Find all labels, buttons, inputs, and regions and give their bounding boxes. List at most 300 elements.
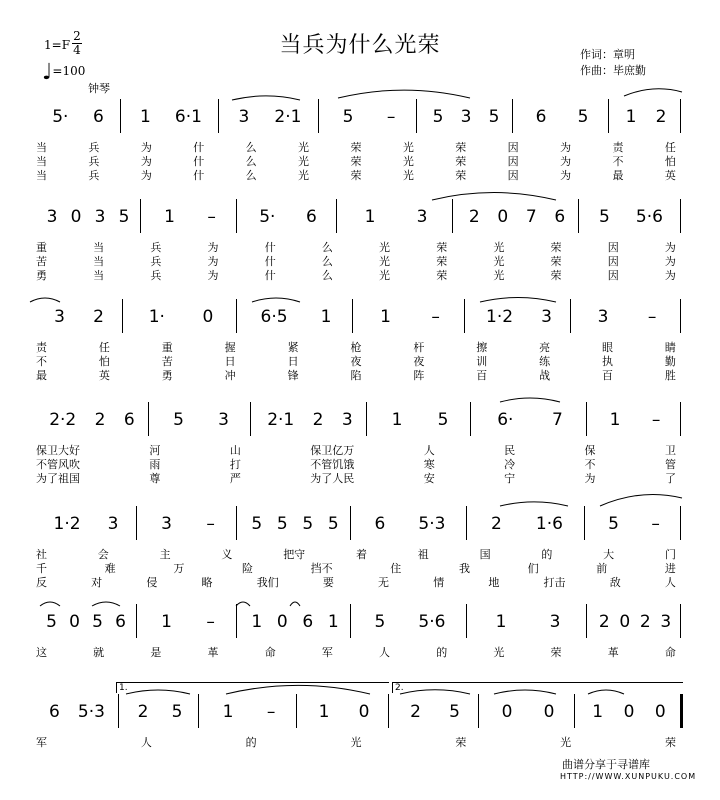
lyric-word: 当 [36, 141, 47, 154]
lyric-word: 荣 [664, 736, 676, 749]
note: 1 [592, 702, 604, 722]
lyric-word: 兵 [88, 169, 100, 182]
lyric-word: 什 [193, 169, 205, 182]
lyric-word: 日 [224, 355, 236, 368]
slur [226, 685, 370, 694]
lyric-word: 光 [493, 255, 505, 268]
lyric-word: 勤 [664, 355, 676, 368]
note: 3 [218, 410, 229, 430]
lyric-word: 练 [539, 355, 551, 368]
slur [400, 690, 470, 694]
lyric-word: 杆 [413, 341, 425, 354]
note: 2 [655, 107, 667, 127]
lyric-word: 为 [140, 169, 152, 182]
lyric-word: 安 [423, 472, 435, 485]
note: 5 [488, 107, 500, 127]
lyric-word: 责 [612, 141, 624, 154]
lyric-word: 为 [560, 141, 572, 154]
lyric-word: 不 [612, 155, 624, 168]
lyric-word: 革 [207, 646, 219, 659]
note: 3 [416, 207, 428, 227]
lyric-word: 险 [241, 562, 253, 575]
lyric-word: 为了祖国 [36, 472, 80, 485]
lyric-word: 当 [93, 255, 105, 268]
slur [600, 495, 682, 506]
lyric-word: 百 [602, 369, 614, 382]
note: 5 [432, 107, 444, 127]
lyric-word: 尊 [149, 472, 161, 485]
lyric-word: 眼 [602, 341, 614, 354]
lyric-word: 亮 [539, 341, 551, 354]
note: 6· [497, 410, 514, 430]
lyric-word: 为 [664, 255, 676, 268]
lyric-word: 为 [664, 269, 676, 282]
lyric-word: 么 [321, 269, 333, 282]
note: 5· [259, 207, 276, 227]
lyric-word: 的 [436, 646, 448, 659]
note: 0 [501, 702, 513, 722]
note: 2 [468, 207, 480, 227]
note: 6 [535, 107, 547, 127]
lyric-word: 重 [36, 241, 47, 254]
lyric-word: 睛 [664, 341, 676, 354]
note: – [266, 702, 276, 722]
lyric-word: 么 [245, 141, 257, 154]
note: 6 [123, 410, 135, 430]
lyric-word: 进 [664, 562, 676, 575]
lyric-word: 军 [321, 646, 333, 659]
lyric-word: 这 [36, 646, 47, 659]
note: 0 [70, 207, 82, 227]
note: 5 [173, 410, 184, 430]
note: 3 [107, 514, 119, 534]
lyric-word: 荣 [350, 169, 362, 182]
note: 5 [46, 612, 57, 632]
lyric-word: 民 [504, 444, 516, 457]
lyric-word: 着 [355, 548, 367, 561]
lyric-word: 怕 [664, 155, 676, 168]
lyric-word: 最 [36, 369, 47, 382]
lyric-word: 前 [596, 562, 608, 575]
note: 1 [380, 307, 391, 327]
note: – [206, 514, 215, 534]
lyric-word: 责 [36, 341, 47, 354]
note: 0 [69, 612, 80, 632]
lyric-word: 夜 [413, 355, 425, 368]
lyric-word: 我 [458, 562, 470, 575]
note: – [206, 612, 215, 632]
lyric-word: 人 [664, 576, 676, 589]
lyric-word: 人 [423, 444, 435, 457]
lyric-word: 会 [97, 548, 109, 561]
lyric-word: 勇 [36, 269, 47, 282]
key-signature: 1=F [44, 38, 71, 52]
song-title: 当兵为什么光荣 [279, 33, 441, 58]
lyric-word: 擦 [476, 341, 488, 354]
lyric-word: 任 [98, 341, 110, 354]
slur [232, 96, 300, 100]
lyric-word: 我们 [256, 576, 279, 589]
lyric-word: 握 [224, 341, 236, 354]
note: 2 [93, 307, 104, 327]
lyric-word: 什 [193, 141, 205, 154]
lyric-word: 当 [93, 241, 105, 254]
note: 1 [320, 307, 332, 327]
lyric-word: 么 [245, 155, 257, 168]
lyric-word: 雨 [149, 458, 161, 471]
note: 1 [164, 207, 175, 227]
note: 1 [251, 612, 263, 632]
lyric-word: 荣 [550, 241, 562, 254]
note: 3 [46, 207, 58, 227]
lyric-word: 因 [607, 241, 619, 254]
lyric-word: 万 [173, 562, 185, 575]
lyric-word: 对 [91, 576, 103, 589]
lyric-word: 英 [98, 369, 110, 382]
lyric-word: 光 [298, 169, 310, 182]
slur [500, 502, 568, 506]
note: 1·2 [53, 514, 81, 534]
lyric-word: 光 [493, 269, 505, 282]
note: 6 [374, 514, 386, 534]
lyric-word: 光 [379, 269, 391, 282]
lyric-word: 了 [664, 472, 676, 485]
lyric-word: 荣 [455, 736, 467, 749]
lyric-word: 什 [264, 255, 276, 268]
lyric-word: 为 [207, 241, 219, 254]
lyric-word: 主 [159, 548, 171, 561]
slur [40, 602, 60, 606]
lyric-word: 大 [603, 548, 615, 561]
lyric-word: 打击 [543, 576, 566, 589]
lyric-word: 苦 [161, 355, 173, 368]
note: 7 [525, 207, 537, 227]
lyric-word: 住 [390, 562, 402, 575]
lyric-word: 训 [476, 355, 488, 368]
lyric-word: 为 [140, 141, 152, 154]
lyric-word: 严 [229, 472, 241, 485]
note: 6 [49, 702, 60, 722]
note: 2·1 [274, 107, 302, 127]
lyric-word: 兵 [150, 269, 162, 282]
slur [588, 690, 624, 694]
lyric-word: 因 [507, 155, 519, 168]
note: 5·6 [635, 207, 663, 227]
note: 1 [161, 612, 172, 632]
lyric-word: 人 [140, 736, 152, 749]
lyric-word: 敌 [609, 576, 621, 589]
lyric-word: 什 [264, 241, 276, 254]
lyric-word: 的 [245, 736, 257, 749]
lyric-word: 夜 [350, 355, 362, 368]
note: 2 [312, 410, 324, 430]
note: 1 [140, 107, 151, 127]
note: 5 [449, 702, 460, 722]
volta-bracket: 1. [116, 682, 389, 693]
note: 1 [391, 410, 403, 430]
lyric-word: 不管风吹 [36, 458, 80, 471]
note: 3 [460, 107, 472, 127]
lyric-word: 冷 [504, 458, 516, 471]
lyric-word: 光 [402, 141, 414, 154]
lyric-word: 锋 [287, 369, 299, 382]
lyric-word: 兵 [150, 241, 162, 254]
note: 5 [171, 702, 183, 722]
lyric-word: 就 [93, 646, 105, 659]
note: 5 [437, 410, 449, 430]
lyric-word: 祖 [417, 548, 429, 561]
lyric-word: 当 [93, 269, 105, 282]
note: 5·3 [77, 702, 105, 722]
lyric-word: 英 [664, 169, 676, 182]
lyric-word: 荣 [436, 255, 448, 268]
lyric-word: 把守 [283, 548, 306, 561]
lyric-word: 为 [584, 472, 596, 485]
lyric-word: 荣 [350, 155, 362, 168]
lyric-word: 荣 [455, 155, 467, 168]
lyric-word: 是 [150, 646, 162, 659]
lyric-word: 光 [493, 646, 505, 659]
note: 2 [598, 612, 610, 632]
lyric-word: 因 [507, 169, 519, 182]
note: 1 [609, 410, 621, 430]
slur [500, 398, 560, 402]
lyric-word: 要 [322, 576, 334, 589]
slur [92, 602, 120, 606]
note: 5· [52, 107, 69, 127]
note: 3 [549, 612, 561, 632]
watermark-text: 曲谱分享于寻谱库 [562, 758, 650, 771]
note: 5 [118, 207, 130, 227]
note: 2 [94, 410, 106, 430]
slur [480, 297, 556, 302]
lyric-word: 山 [229, 444, 241, 457]
note: 1·6 [535, 514, 563, 534]
lyric-word: 当 [36, 169, 47, 182]
quarter-note-icon: ♩ [42, 60, 53, 85]
note: 5 [92, 612, 103, 632]
note: 3 [541, 307, 552, 327]
note: 5 [577, 107, 589, 127]
note: – [647, 307, 657, 327]
note: 7 [551, 410, 563, 430]
tempo-value: =100 [52, 64, 86, 78]
note: 6 [554, 207, 566, 227]
lyric-word: 荣 [550, 646, 562, 659]
note: 1 [327, 612, 339, 632]
note: 5 [251, 514, 263, 534]
lyric-word: 为 [560, 155, 572, 168]
note: 3 [660, 612, 672, 632]
note: 3 [94, 207, 106, 227]
lyric-word: 最 [612, 169, 624, 182]
lyric-word: 冲 [224, 369, 236, 382]
lyric-word: 百 [476, 369, 488, 382]
note: 0 [654, 702, 666, 722]
lyric-word: 千 [36, 562, 47, 575]
instrument-label: 钟琴 [88, 82, 110, 95]
lyric-word: 为了人民 [310, 472, 355, 485]
lyric-word: 光 [493, 241, 505, 254]
note: 5 [327, 514, 339, 534]
note: 2·2 [49, 410, 77, 430]
note: 3 [341, 410, 353, 430]
lyric-word: 国 [479, 548, 491, 561]
note: 5·6 [418, 612, 446, 632]
lyric-word: 为 [140, 155, 152, 168]
lyric-word: 因 [507, 141, 519, 154]
note: 6 [115, 612, 126, 632]
lyric-word: 荣 [436, 269, 448, 282]
lyric-word: 日 [287, 355, 299, 368]
note: 2 [410, 702, 421, 722]
lyric-word: 荣 [550, 255, 562, 268]
note: 0 [543, 702, 555, 722]
lyric-word: 陷 [350, 369, 362, 382]
lyric-word: 因 [607, 255, 619, 268]
lyric-word: 荣 [436, 241, 448, 254]
lyric-word: 打 [229, 458, 241, 471]
note: 3 [161, 514, 172, 534]
lyric-word: 不 [36, 355, 47, 368]
lyric-word: 挡不 [310, 562, 333, 575]
lyric-word: 军 [36, 736, 47, 749]
lyric-word: 为 [560, 169, 572, 182]
slur [126, 690, 190, 694]
volta-bracket: 2. [392, 682, 683, 693]
lyric-word: 光 [379, 255, 391, 268]
lyric-word: 荣 [350, 141, 362, 154]
note: – [651, 514, 660, 534]
lyric-word: 社 [36, 548, 47, 561]
note: 0 [276, 612, 288, 632]
lyric-word: 战 [539, 369, 551, 382]
lyric-word: 当 [36, 155, 47, 168]
note: 2 [639, 612, 651, 632]
lyric-word: 为 [207, 255, 219, 268]
note: 5 [608, 514, 619, 534]
lyric-word: 荣 [455, 169, 467, 182]
note: 1 [495, 612, 507, 632]
lyric-word: 苦 [36, 255, 47, 268]
lyric-word: 什 [264, 269, 276, 282]
lyric-word: 命 [664, 646, 676, 659]
note: 6 [92, 107, 104, 127]
lyric-word: 门 [664, 548, 676, 561]
slur [624, 89, 682, 96]
lyric-word: 光 [298, 141, 310, 154]
lyric-word: 为 [207, 269, 219, 282]
lyric-word: 光 [379, 241, 391, 254]
lyric-word: 么 [245, 169, 257, 182]
slur [236, 602, 250, 606]
lyric-word: 为 [664, 241, 676, 254]
lyric-word: 保卫亿万 [310, 444, 355, 457]
lyric-word: 光 [560, 736, 572, 749]
note: 1· [148, 307, 165, 327]
lyric-word: 荣 [455, 141, 467, 154]
note: 0 [497, 207, 509, 227]
note: 3 [597, 307, 609, 327]
note: 6·5 [260, 307, 288, 327]
lyric-word: 宁 [504, 472, 516, 485]
note: 0 [202, 307, 214, 327]
note: 1 [364, 207, 376, 227]
lyric-word: 兵 [88, 141, 100, 154]
lyric-word: 的 [541, 548, 553, 561]
note: 6·1 [174, 107, 202, 127]
lyric-word: 么 [321, 241, 333, 254]
lyric-word: 反 [36, 576, 47, 589]
lyric-word: 兵 [150, 255, 162, 268]
lyric-word: 革 [607, 646, 619, 659]
note: – [651, 410, 661, 430]
note: 3 [54, 307, 65, 327]
slur [30, 298, 60, 302]
watermark-url: HTTP://WWW.XUNPUKU.COM [560, 772, 697, 781]
note: 5 [342, 107, 354, 127]
note: 5·3 [418, 514, 446, 534]
note: 5 [374, 612, 386, 632]
lyric-word: 命 [264, 646, 276, 659]
lyric-word: 什 [193, 155, 205, 168]
lyric-word: 光 [298, 155, 310, 168]
slur [494, 690, 556, 694]
lyric-word: 阵 [413, 369, 425, 382]
note: 3 [238, 107, 250, 127]
lyric-word: 保 [584, 444, 596, 457]
note: 0 [358, 702, 370, 722]
lyric-word: 难 [104, 562, 116, 575]
note: 0 [619, 612, 631, 632]
lyricist-credit: 作词：章明 [580, 48, 635, 61]
note: 2 [491, 514, 502, 534]
note: 1 [625, 107, 637, 127]
lyric-word: 兵 [88, 155, 100, 168]
lyric-word: 怕 [98, 355, 110, 368]
lyric-word: 勇 [161, 369, 173, 382]
lyric-word: 保卫大好 [36, 444, 80, 457]
lyric-word: 么 [321, 255, 333, 268]
lyric-word: 胜 [664, 369, 676, 382]
note: 1 [318, 702, 330, 722]
composer-credit: 作曲：毕庶勤 [580, 64, 646, 77]
note: – [207, 207, 216, 227]
lyric-word: 光 [402, 155, 414, 168]
note: – [431, 307, 440, 327]
lyric-word: 任 [664, 141, 676, 154]
time-signature-bottom: 4 [73, 43, 81, 57]
lyric-word: 荣 [550, 269, 562, 282]
lyric-word: 河 [149, 444, 161, 457]
lyric-word: 光 [402, 169, 414, 182]
note: 1 [222, 702, 234, 722]
note: 1·2 [486, 307, 514, 327]
lyric-word: 地 [488, 576, 500, 589]
lyric-word: 无 [378, 576, 390, 589]
lyric-word: 不 [584, 458, 596, 471]
lyric-word: 侵 [146, 576, 158, 589]
note: 6 [305, 207, 317, 227]
note: 6 [302, 612, 314, 632]
note: 2·1 [267, 410, 295, 430]
note: – [386, 107, 396, 127]
lyric-word: 紧 [287, 341, 299, 354]
lyric-word: 执 [602, 355, 614, 368]
note: 5 [599, 207, 610, 227]
lyric-word: 因 [607, 269, 619, 282]
lyric-word: 光 [350, 736, 362, 749]
